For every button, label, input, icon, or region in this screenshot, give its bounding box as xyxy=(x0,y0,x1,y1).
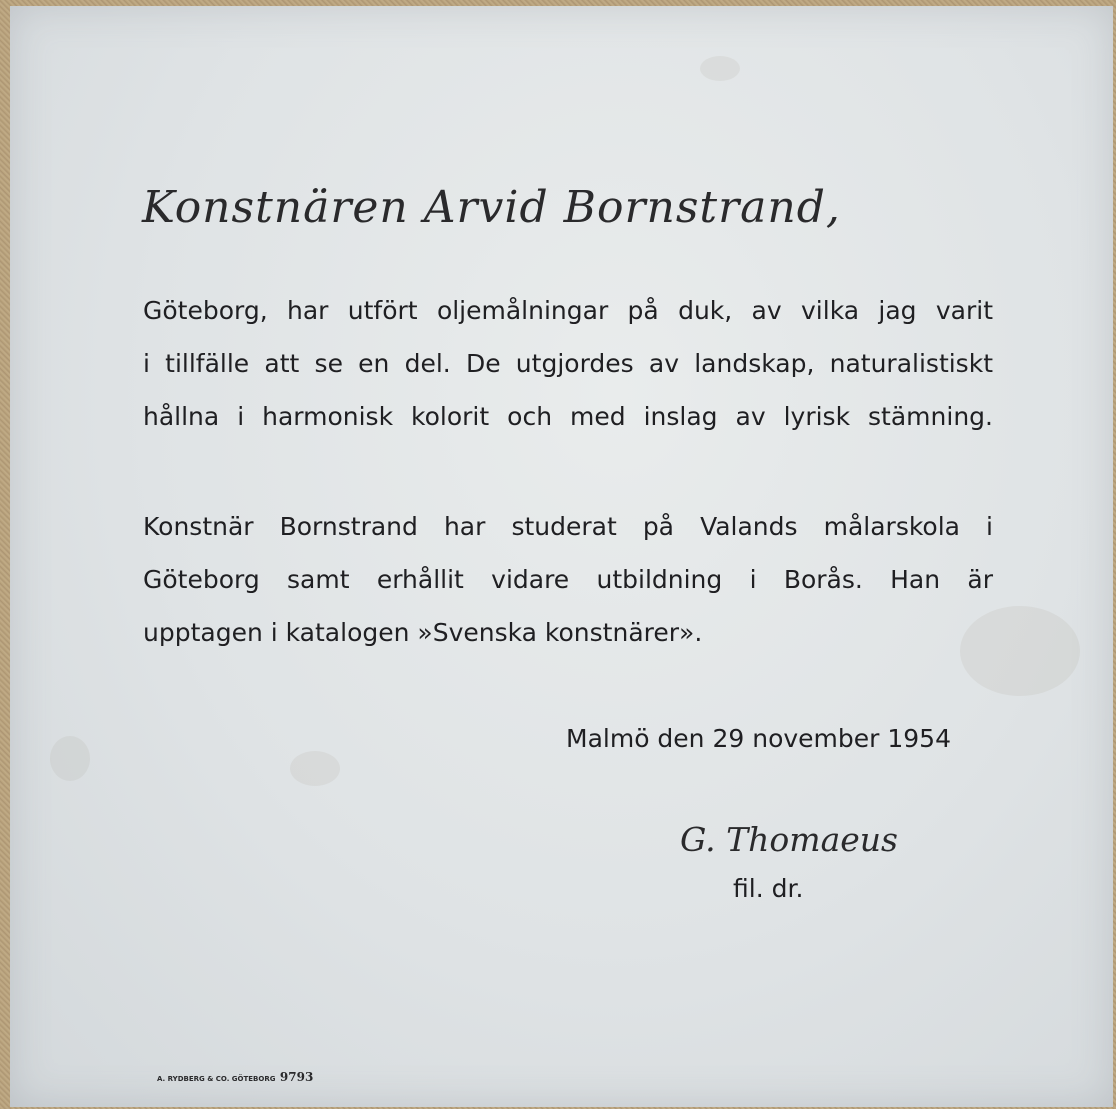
paragraph-1-line: i tillfälle att se en del. De utgjordes av landskap, naturalistiskt xyxy=(143,349,993,378)
paragraph-1 xyxy=(143,284,993,443)
signature: G. Thomaeus xyxy=(680,820,898,859)
printer-imprint-text: A. RYDBERG & CO. GÖTEBORG xyxy=(157,1075,276,1083)
paragraph-2-line: Konstnär Bornstrand har studerat på Valands målarskola i xyxy=(143,512,993,541)
paper-stain xyxy=(290,751,340,786)
paper-stain xyxy=(700,56,740,81)
signatory-title: fil. dr. xyxy=(733,874,804,903)
paragraph-2 xyxy=(143,500,993,659)
printer-imprint xyxy=(157,1070,313,1084)
date-line: Malmö den 29 november 1954 xyxy=(566,724,951,753)
paragraph-1-line: hållna i harmonisk kolorit och med inslag av lyrisk stämning. xyxy=(143,402,993,431)
letter-heading: Konstnären Arvid Bornstrand, xyxy=(142,182,841,233)
paragraph-2-line: upptagen i katalogen »Svenska konstnärer». xyxy=(143,618,703,647)
paper-stain xyxy=(50,736,90,781)
printer-imprint-number: 9793 xyxy=(279,1070,314,1084)
paragraph-1-line: Göteborg, har utfört oljemålningar på duk, av vilka jag varit xyxy=(143,296,993,325)
paragraph-2-line: Göteborg samt erhållit vidare utbildning i Borås. Han är xyxy=(143,565,993,594)
